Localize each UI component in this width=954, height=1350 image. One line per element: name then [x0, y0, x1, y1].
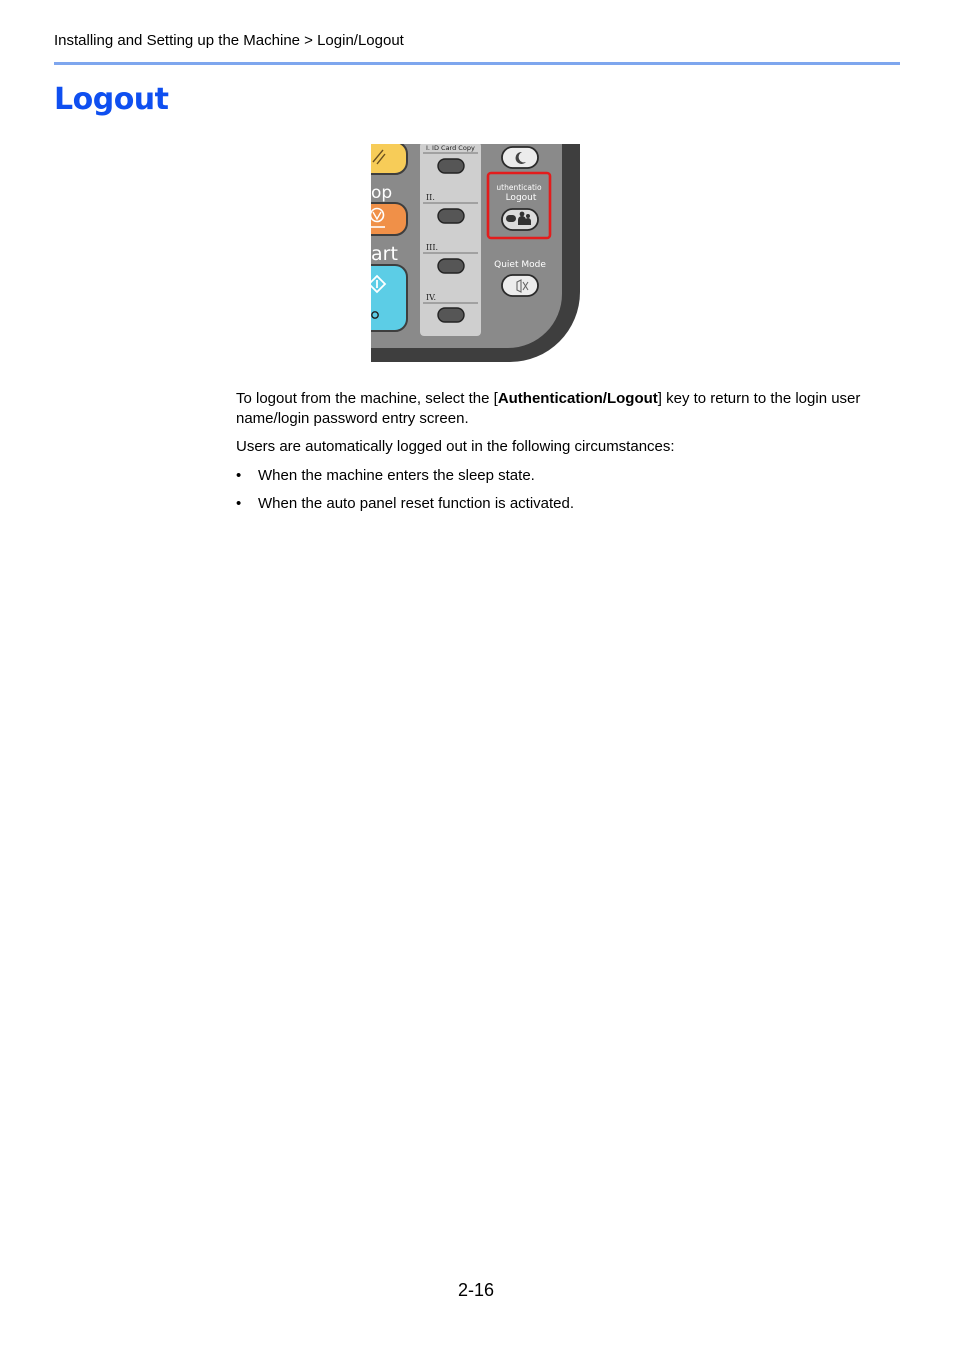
slot-label: IV.: [426, 293, 437, 302]
logout-label: Logout: [505, 193, 537, 203]
body-text: [236, 389, 906, 523]
slot-label: III.: [426, 243, 439, 252]
sleep-key: [502, 147, 538, 168]
quiet-mode-key: [502, 275, 538, 296]
stop-key-label: op: [371, 183, 393, 203]
header-divider: [54, 62, 900, 65]
page-title: Logout: [54, 82, 169, 117]
start-key-label: art: [371, 243, 398, 265]
program-key-3: [438, 259, 464, 273]
operation-panel-illustration: [371, 144, 583, 366]
authentication-logout-key-name: Authentication/Logout: [497, 390, 658, 407]
bullet: •: [236, 495, 242, 512]
page-number: 2-16: [458, 1280, 495, 1300]
slot-label: II.: [426, 193, 435, 202]
program-key-2: [438, 209, 464, 223]
program-key-4: [438, 308, 464, 322]
circumstances-list: [236, 466, 906, 514]
slot-label: I. ID Card Copy: [426, 144, 475, 152]
start-key: [371, 265, 407, 331]
program-key-1: [438, 159, 464, 173]
bullet: •: [236, 466, 242, 484]
instruction-paragraph: To logout from the machine, select the [Authentication/Logout] key to return to the login user name/login password entry screen.: [236, 390, 861, 427]
quiet-mode-label: Quiet Mode: [494, 260, 546, 270]
circumstances-paragraph: Users are automatically logged out in the following circumstances:: [236, 438, 675, 455]
list-item: • When the machine enters the sleep state.: [236, 466, 535, 484]
breadcrumb: Installing and Setting up the Machine > Login/Logout: [54, 32, 404, 49]
authentication-indicator: [506, 215, 516, 222]
list-item: • When the auto panel reset function is activated.: [236, 495, 575, 512]
authentication-label: uthenticatio: [496, 183, 542, 192]
operation-panel-figure: [371, 144, 583, 366]
